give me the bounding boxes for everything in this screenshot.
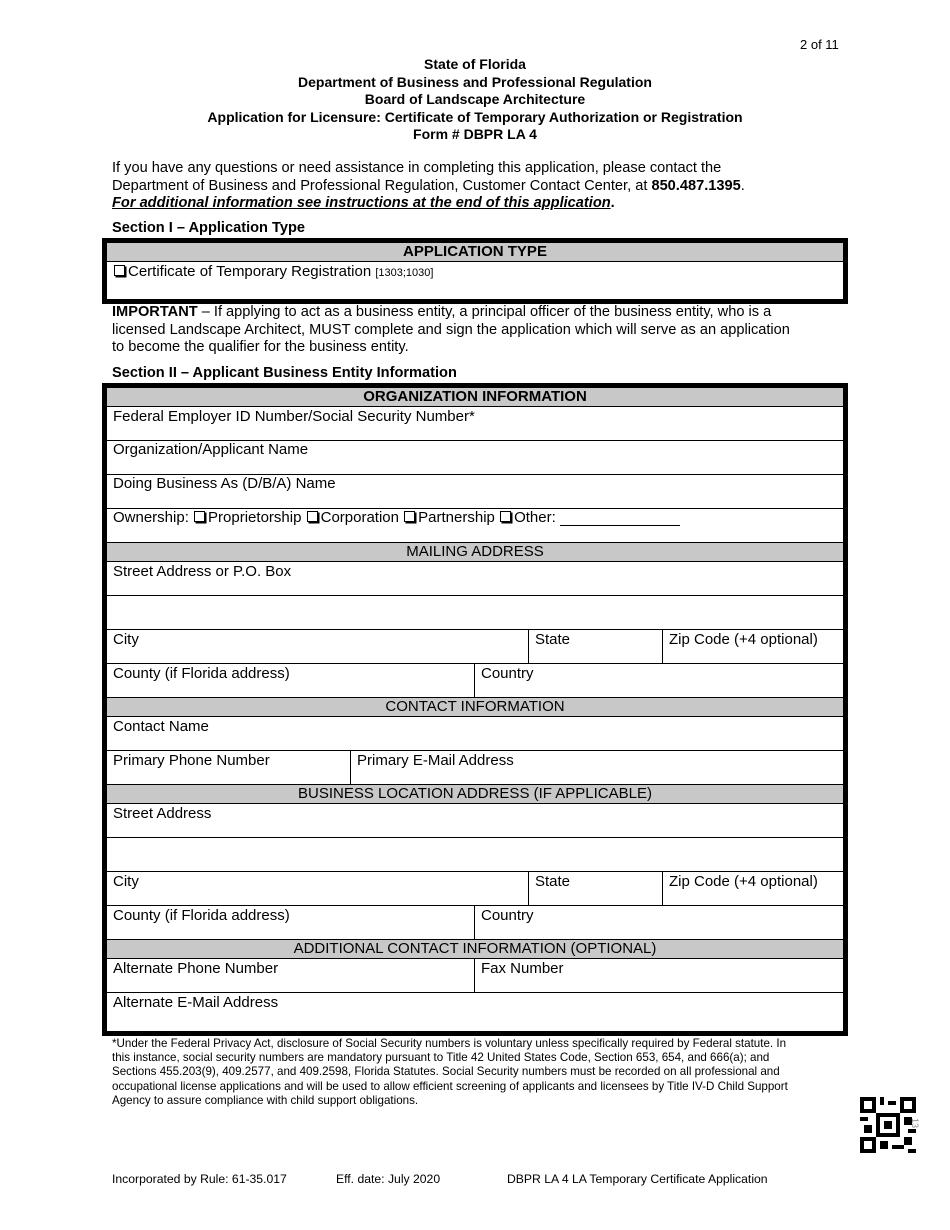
org-name-label: Organization/Applicant Name: [113, 441, 309, 458]
business-zip-label: Zip Code (+4 optional): [669, 873, 818, 890]
intro-line-1: If you have any questions or need assistance in completing this application, please contact the: [112, 160, 722, 176]
mailing-city-field[interactable]: [107, 630, 528, 663]
contact-information-band: CONTACT INFORMATION: [107, 698, 843, 717]
privacy-act-footnote: [112, 1037, 842, 1108]
org-name-row: [107, 441, 843, 475]
section-1-title: Section I – Application Type: [112, 220, 305, 236]
business-zip-field[interactable]: [662, 872, 843, 905]
fein-label: Federal Employer ID Number/Social Security Number*: [113, 408, 475, 425]
footer-form-name: DBPR LA 4 LA Temporary Certificate Application: [507, 1172, 768, 1186]
primary-email-field[interactable]: [350, 751, 843, 784]
header-state: State of Florida: [424, 56, 526, 72]
temporary-registration-label: Certificate of Temporary Registration: [128, 263, 376, 280]
header-department: Department of Business and Professional Regulation: [298, 73, 652, 90]
application-type-band: APPLICATION TYPE: [107, 243, 843, 262]
contact-name-field[interactable]: [107, 717, 843, 750]
intro-line-2: [112, 178, 832, 196]
proprietorship-checkbox-icon[interactable]: [194, 511, 205, 522]
important-line-1: [112, 304, 842, 322]
page-number: 2 of 11: [800, 37, 839, 52]
important-line-2: licensed Landscape Architect, MUST complete and sign the application which will serve as an application: [112, 321, 790, 338]
header-form-number: Form # DBPR LA 4: [413, 126, 537, 143]
ownership-label: Ownership:: [113, 509, 194, 526]
business-county-label: County (if Florida address): [113, 907, 290, 924]
header-board: Board of Landscape Architecture: [364, 91, 586, 108]
primary-phone-label: Primary Phone Number: [113, 752, 270, 769]
mailing-country-field[interactable]: [474, 664, 843, 697]
intro-line-3: [112, 195, 832, 213]
ownership-partnership: Partnership: [418, 509, 495, 526]
business-county-field[interactable]: [107, 906, 474, 939]
header-application-title: Application for Licensure: Certificate of Temporary Authorization or Registration: [207, 108, 743, 125]
business-country-label: Country: [481, 907, 534, 924]
business-country-field[interactable]: [474, 906, 843, 939]
other-checkbox-icon[interactable]: [500, 511, 511, 522]
footer-rule: Incorporated by Rule: 61-35.017: [112, 1172, 287, 1186]
mailing-county-label: County (if Florida address): [113, 665, 290, 682]
checkbox-icon[interactable]: [114, 265, 125, 276]
intro-paragraph: [112, 160, 832, 213]
organization-information-band: ORGANIZATION INFORMATION: [107, 388, 843, 407]
dba-row: [107, 475, 843, 509]
primary-phone-field[interactable]: [107, 751, 350, 784]
temporary-registration-option[interactable]: [107, 262, 843, 298]
mailing-city-row: [107, 630, 843, 664]
alternate-phone-field[interactable]: [107, 959, 474, 992]
mailing-zip-field[interactable]: [662, 630, 843, 663]
mailing-street-line-2[interactable]: [107, 596, 843, 630]
mailing-city-label: City: [113, 631, 139, 648]
ownership-other: Other:: [514, 509, 556, 526]
fein-field[interactable]: [107, 407, 843, 440]
alternate-phone-label: Alternate Phone Number: [113, 960, 279, 977]
mailing-state-field[interactable]: [528, 630, 662, 663]
ownership-row: [107, 509, 843, 543]
mailing-county-row: [107, 664, 843, 698]
business-state-label: State: [535, 873, 571, 890]
ownership-corporation: Corporation: [320, 509, 399, 526]
footnote-line-1: *Under the Federal Privacy Act, disclosure of Social Security numbers is voluntary unless specifically required by Federal statute. In: [112, 1037, 787, 1050]
alternate-email-label: Alternate E-Mail Address: [113, 994, 279, 1011]
org-name-field[interactable]: [107, 441, 843, 474]
contact-name-row: [107, 717, 843, 751]
qr-number: 13: [910, 1118, 920, 1129]
business-city-label: City: [113, 873, 139, 890]
contact-name-label: Contact Name: [113, 718, 209, 735]
contact-phone: 850.487.1395: [651, 177, 741, 194]
qr-code-icon: [860, 1097, 916, 1153]
primary-email-label: Primary E-Mail Address: [357, 752, 514, 769]
fax-field[interactable]: [474, 959, 843, 992]
footnote-line-4: occupational license applications and will be used to allow efficient screening of applicants and licensees by Title IV-D Child Support: [112, 1079, 788, 1093]
form-header: [0, 56, 950, 144]
important-line-1-text: – If applying to act as a business entity, a principal officer of the business entity, who is a: [197, 304, 772, 320]
section-2-title: Section II – Applicant Business Entity Information: [112, 365, 457, 381]
important-line-3: to become the qualifier for the business entity.: [112, 339, 409, 356]
other-ownership-input[interactable]: [560, 511, 680, 526]
alternate-phone-row: [107, 959, 843, 993]
fein-row: [107, 407, 843, 441]
business-city-field[interactable]: [107, 872, 528, 905]
fax-label: Fax Number: [481, 960, 564, 977]
ownership-proprietorship: Proprietorship: [208, 509, 302, 526]
mailing-street-row: [107, 562, 843, 596]
business-city-row: [107, 872, 843, 906]
mailing-street-field[interactable]: [107, 562, 843, 595]
business-entity-box: [102, 383, 848, 1036]
mailing-address-band: MAILING ADDRESS: [107, 543, 843, 562]
business-street-row: [107, 804, 843, 838]
footnote-line-3: Sections 455.203(9), 409.2577, and 409.2598, Florida Statutes. Social Security numbers must be recorded on all professional and: [112, 1065, 780, 1079]
mailing-county-field[interactable]: [107, 664, 474, 697]
intro-line-2-period: .: [740, 177, 745, 194]
temporary-registration-code: [1303;1030]: [375, 267, 434, 279]
footnote-line-2: this instance, social security numbers are mandatory pursuant to Title 42 United States Code, Section 653, 654, and 666(a); and: [112, 1051, 770, 1065]
intro-line-2-text: Department of Business and Professional Regulation, Customer Contact Center, at: [112, 177, 652, 194]
ownership-field: [107, 509, 843, 542]
footer-effective-date: Eff. date: July 2020: [336, 1172, 441, 1186]
partnership-checkbox-icon[interactable]: [404, 511, 415, 522]
important-note: [112, 304, 842, 357]
contact-phone-row: [107, 751, 843, 785]
business-street-field[interactable]: [107, 804, 843, 837]
mailing-country-label: Country: [481, 665, 534, 682]
dba-label: Doing Business As (D/B/A) Name: [113, 475, 336, 492]
application-type-row: [107, 262, 843, 298]
mailing-zip-label: Zip Code (+4 optional): [669, 631, 818, 648]
business-location-band: BUSINESS LOCATION ADDRESS (IF APPLICABLE): [107, 785, 843, 804]
dba-field[interactable]: [107, 475, 843, 508]
business-state-field[interactable]: [528, 872, 662, 905]
application-type-box: [102, 238, 848, 304]
additional-contact-band: ADDITIONAL CONTACT INFORMATION (OPTIONAL): [107, 940, 843, 959]
mailing-state-label: State: [535, 631, 571, 648]
corporation-checkbox-icon[interactable]: [307, 511, 318, 522]
important-label: IMPORTANT: [112, 304, 198, 320]
instructions-note: For additional information see instructions at the end of this application: [112, 195, 611, 212]
alternate-email-row: [107, 993, 843, 1027]
business-county-row: [107, 906, 843, 940]
instructions-period: .: [610, 195, 615, 212]
business-street-line-2[interactable]: [107, 838, 843, 872]
alternate-email-field[interactable]: [107, 993, 843, 1027]
business-street-label: Street Address: [113, 805, 212, 822]
mailing-street-label: Street Address or P.O. Box: [113, 563, 292, 580]
footnote-line-5: Agency to assure compliance with child support obligations.: [112, 1093, 419, 1107]
